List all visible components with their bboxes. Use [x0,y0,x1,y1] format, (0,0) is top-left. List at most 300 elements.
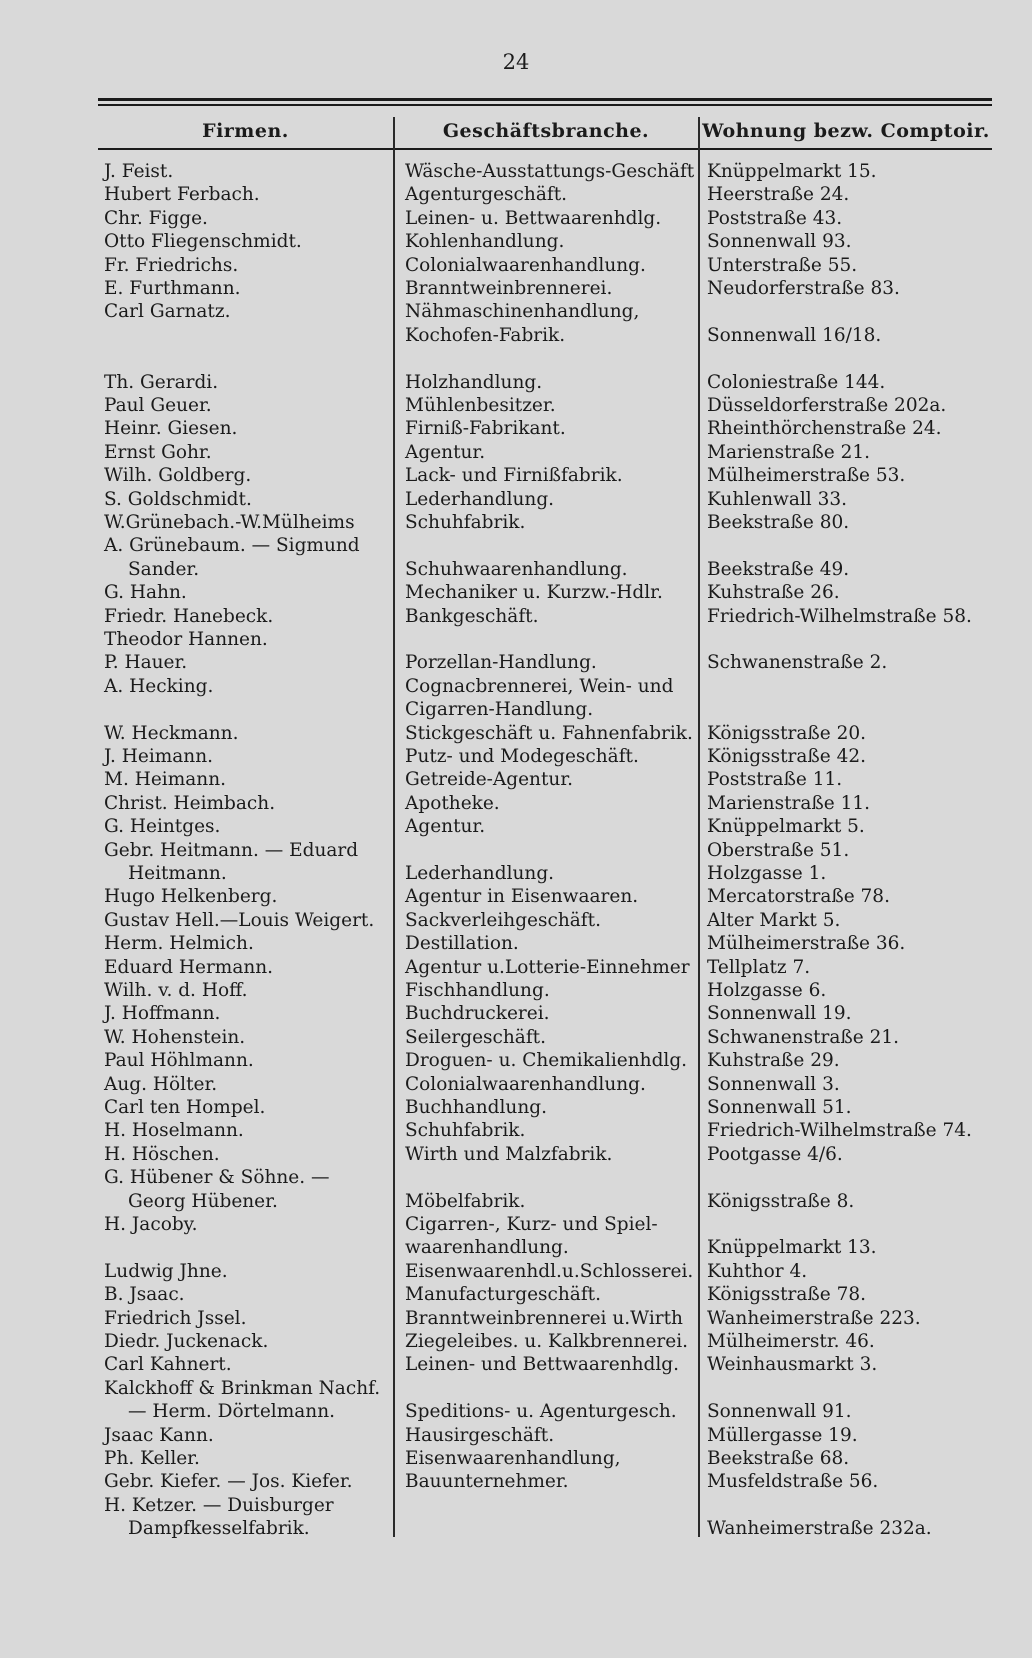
firm-name-line: H. Jacoby. [104,1214,198,1235]
address [707,909,992,932]
address-line: Poststraße 43. [707,207,843,229]
firm-name [104,1049,390,1072]
business-branch-line: Agentur. [405,816,486,838]
business-branch [405,1002,695,1025]
firm-name-line: Ph. Keller. [104,1448,200,1469]
business-branch [405,441,695,464]
business-branch-line: Ziegeleibes. u. Kalkbrennerei. [405,1331,688,1352]
directory-entry [0,1447,1032,1470]
business-branch-line: Eisenwaarenhdl.u.Schlosserei. [405,1260,694,1282]
address-line: Holzgasse 1. [707,862,827,884]
directory-entry [0,1073,1032,1096]
business-branch-line: Kohlenhandlung. [405,231,565,253]
directory-entry [0,371,1032,394]
address [707,932,992,955]
directory-entry [0,1166,1032,1213]
address-line: Königsstraße 20. [707,722,867,744]
firm-name-line: Herm. Helmich. [104,933,254,955]
directory-entry [0,745,1032,768]
business-branch [405,628,695,651]
firm-name-line: Carl Garnatz. [104,301,231,323]
directory-entry [0,534,1032,581]
business-branch [405,675,695,722]
firm-name-line: Paul Geuer. [104,395,212,416]
firm-name-line: Wilh. Goldberg. [104,465,252,487]
firm-name-line: — Herm. Dörtelmann. [128,1401,336,1423]
directory-entry [0,605,1032,628]
firm-name [104,488,390,511]
directory-entry [0,1049,1032,1072]
address [707,1330,992,1353]
address [707,1283,992,1306]
address [707,792,992,815]
address-line: Alter Markt 5. [707,909,841,931]
address-line: Königsstraße 8. [707,1190,855,1212]
directory-entry [0,1424,1032,1447]
firm-name-line: Theodor Hannen. [104,629,268,650]
address [707,1494,992,1541]
address-line: Sonnenwall 93. [707,231,852,253]
business-branch [405,277,695,300]
firm-name [104,371,390,394]
address-line: Weinhausmarkt 3. [707,1354,878,1376]
firm-name-line: Otto Fliegenschmidt. [104,231,302,253]
firm-name-line: Friedrich Jssel. [104,1307,247,1329]
directory-entry [0,160,1032,183]
business-branch-line: Buchdruckerei. [405,1003,550,1025]
address [707,1307,992,1330]
business-branch-line: Branntweinbrennerei u.Wirth [405,1307,683,1329]
address-line: Holzgasse 6. [707,980,827,1001]
directory-entry [0,207,1032,230]
firm-name [104,1447,390,1470]
firm-name [104,300,390,323]
business-branch-line: Hausirgeschäft. [405,1424,555,1446]
address-line: Coloniestraße 144. [707,371,886,393]
business-branch [405,183,695,206]
directory-entry [0,277,1032,300]
directory-entry [0,1470,1032,1493]
firm-name [104,605,390,628]
directory-entry [0,932,1032,955]
directory-entry [0,722,1032,745]
business-branch-line: Manufacturgeschäft. [405,1284,601,1306]
firm-name [104,441,390,464]
firm-name-line: E. Furthmann. [104,278,241,299]
directory-entry [0,1143,1032,1166]
address-line: Sonnenwall 3. [707,1073,840,1095]
business-branch-line: Schuhfabrik. [405,1120,526,1142]
business-branch [405,792,695,815]
directory-entry [0,230,1032,253]
firm-name-line: P. Hauer. [104,652,188,674]
business-branch [405,1119,695,1142]
business-branch [405,651,695,674]
address-line: Friedrich-Wilhelmstraße 58. [707,605,972,627]
address-line: Sonnenwall 19. [707,1003,852,1025]
address-line: Wanheimerstraße 223. [707,1307,921,1329]
business-branch-line: Agenturgeschäft. [405,184,568,206]
business-branch-line: Möbelfabrik. [405,1190,526,1212]
address [707,745,992,768]
address-line: Oberstraße 51. [707,839,850,861]
top-rule-thin [98,104,992,106]
business-branch-line: Nähmaschinenhandlung, [405,301,640,323]
business-branch [405,417,695,440]
address-line: Heerstraße 24. [707,184,850,206]
address [707,651,992,674]
firm-name-line: G. Hübener & Söhne. — [104,1167,330,1189]
firm-name [104,628,390,651]
business-branch [405,909,695,932]
directory-entry [0,1353,1032,1376]
business-branch [405,1143,695,1166]
firm-name-line: Gustav Hell.—Louis Weigert. [104,909,375,931]
firm-name [104,581,390,604]
firm-name [104,230,390,253]
directory-entry [0,1026,1032,1049]
address-line: Rheinthörchenstraße 24. [707,418,942,440]
address-line: Knüppelmarkt 15. [707,161,877,182]
address-line: Knüppelmarkt 5. [707,816,865,838]
business-branch-line: Lack- und Firnißfabrik. [405,465,623,487]
business-branch-line: Agentur in Eisenwaaren. [405,886,639,908]
business-branch-line: Wäsche-Ausstattungs-Geschäft [405,161,695,182]
address-line: Poststraße 11. [707,769,843,791]
firm-name [104,1307,390,1330]
business-branch [405,1307,695,1330]
address-line: Kuhthor 4. [707,1260,808,1282]
directory-entry [0,1096,1032,1119]
business-branch [405,722,695,745]
address-line: Königsstraße 42. [707,746,867,767]
firm-name [104,277,390,300]
business-branch [405,1049,695,1072]
header-firms: Firmen. [202,120,289,142]
firm-name-line: J. Heimann. [104,746,214,767]
firm-name-line: Hugo Helkenberg. [104,886,278,908]
business-branch [405,956,695,979]
business-branch [405,1026,695,1049]
directory-entry [0,417,1032,440]
firm-name [104,885,390,908]
firm-name [104,956,390,979]
firm-name [104,768,390,791]
firm-name-line: G. Hahn. [104,582,187,604]
business-branch-line [405,1494,695,1517]
address [707,1026,992,1049]
business-branch-line: Schuhfabrik. [405,512,526,533]
business-branch-line: Stickgeschäft u. Fahnenfabrik. [405,722,693,744]
directory-entry [0,815,1032,838]
business-branch [405,932,695,955]
business-branch-line: Lederhandlung. [405,488,555,510]
business-branch-line: Mühlenbesitzer. [405,395,556,416]
firm-name-line: Heinr. Giesen. [104,418,238,440]
business-branch-line: Apotheke. [405,792,500,814]
address [707,464,992,487]
address [707,1377,992,1424]
address-line [707,534,992,557]
directory-entry [0,1307,1032,1330]
firm-name [104,207,390,230]
business-branch [405,768,695,791]
business-branch-line: Destillation. [405,933,519,955]
address-line: Beekstraße 80. [707,512,850,533]
firm-name [104,394,390,417]
address-line [707,300,992,323]
firm-name-line: W. Hohenstein. [104,1026,246,1048]
firm-name [104,1166,390,1213]
business-branch [405,1096,695,1119]
business-branch-line [405,628,695,651]
business-branch [405,1377,695,1424]
address [707,605,992,628]
address-line: Unterstraße 55. [707,254,858,276]
business-branch-line: Cigarren-, Kurz- und Spiel- [405,1214,658,1235]
address [707,254,992,277]
business-branch-line: Speditions- u. Agenturgesch. [405,1401,677,1423]
directory-entry [0,1213,1032,1260]
firm-name-line: H. Ketzer. — Duisburger [104,1494,334,1516]
top-rule [98,98,992,101]
directory-entry [0,581,1032,604]
firm-name-line: Diedr. Juckenack. [104,1331,269,1352]
address [707,277,992,300]
directory-entry [0,1330,1032,1353]
header-address: Wohnung bezw. Comptoir. [702,120,990,142]
address [707,979,992,1002]
header-branch: Geschäftsbranche. [442,120,650,142]
business-branch-line [405,1377,695,1400]
address [707,1119,992,1142]
business-branch [405,1424,695,1447]
firm-name-line: Jsaac Kann. [104,1424,214,1446]
firm-name [104,417,390,440]
business-branch-line: Colonialwaarenhandlung. [405,1073,646,1095]
address-line: Mülheimerstr. 46. [707,1331,875,1352]
address-line: Beekstraße 49. [707,558,850,580]
address [707,1002,992,1025]
address-line: Kuhstraße 26. [707,582,840,604]
business-branch [405,1166,695,1213]
business-branch [405,839,695,886]
address [707,160,992,183]
firm-name [104,1119,390,1142]
firm-name-line: H. Höschen. [104,1143,220,1165]
firm-name [104,1143,390,1166]
directory-entry [0,488,1032,511]
firm-name-line: Gebr. Heitmann. — Eduard [104,839,359,861]
business-branch [405,371,695,394]
firm-name [104,651,390,674]
address-line: Sonnenwall 51. [707,1097,852,1118]
business-branch-line: Leinen- u. Bettwaarenhdlg. [405,207,662,229]
business-branch [405,534,695,581]
address-line: Musfeldstraße 56. [707,1471,879,1493]
directory-entry [0,651,1032,674]
business-branch-line: Colonialwaarenhandlung. [405,254,646,276]
address-line: Kuhlenwall 33. [707,488,848,510]
header-rule [98,148,992,150]
firm-name [104,254,390,277]
firm-name-line: Sander. [128,558,200,580]
address-line [707,1166,992,1189]
address [707,1049,992,1072]
address-line [707,1213,992,1236]
business-branch [405,207,695,230]
address-line: Kuhstraße 29. [707,1050,840,1072]
business-branch [405,254,695,277]
firm-name-line: J. Feist. [104,161,174,182]
firm-name [104,1424,390,1447]
business-branch-line [405,1166,695,1189]
firm-name [104,722,390,745]
business-branch-line: Agentur u.Lotterie-Einnehmer [405,956,690,978]
firm-name [104,1377,390,1424]
firm-name-line: Georg Hübener. [128,1190,278,1212]
business-branch [405,1494,695,1541]
address-line: Sonnenwall 16/18. [707,324,882,346]
firm-name-line: Carl Kahnert. [104,1354,232,1376]
business-branch [405,1330,695,1353]
directory-entry [0,1002,1032,1025]
address-line: Müllergasse 19. [707,1424,858,1446]
address [707,1096,992,1119]
business-branch-line: Kochofen-Fabrik. [405,324,566,346]
firm-name [104,1096,390,1119]
firm-name [104,1213,390,1236]
firm-name-line: Ludwig Jhne. [104,1260,228,1282]
business-branch [405,1260,695,1283]
address-line [707,1377,992,1400]
address [707,1353,992,1376]
directory-entry [0,183,1032,206]
address [707,1424,992,1447]
address [707,371,992,394]
address [707,815,992,838]
directory-entry [0,979,1032,1002]
firm-name-line: W. Heckmann. [104,722,239,744]
directory-entry [0,885,1032,908]
business-branch-line: Buchhandlung. [405,1097,547,1118]
business-branch [405,394,695,417]
directory-entry [0,511,1032,534]
firm-name-line: A. Hecking. [104,675,214,697]
address [707,1213,992,1260]
firm-name-line: Aug. Hölter. [104,1073,218,1095]
directory-entry [0,464,1032,487]
business-branch-line: Putz- und Modegeschäft. [405,746,639,767]
business-branch-line: Leinen- und Bettwaarenhdlg. [405,1354,680,1376]
firm-name [104,1494,390,1541]
business-branch-line [405,1517,695,1540]
firm-name [104,511,390,534]
address-line: Königsstraße 78. [707,1284,867,1306]
directory-entry [0,441,1032,464]
business-branch-line: Schuhwaarenhandlung. [405,558,628,580]
directory-entry [0,1494,1032,1541]
firm-name-line: Gebr. Kiefer. — Jos. Kiefer. [104,1471,353,1493]
firm-name-line: Carl ten Hompel. [104,1097,266,1118]
address-line: Mülheimerstraße 36. [707,933,906,955]
business-branch-line: Lederhandlung. [405,862,555,884]
firm-name [104,745,390,768]
address [707,675,992,722]
address [707,417,992,440]
address [707,628,992,651]
firm-name-line: Kalckhoff & Brinkman Nachf. [104,1377,381,1399]
address-line: Neudorferstraße 83. [707,278,900,299]
business-branch [405,464,695,487]
business-branch-line: Bauunternehmer. [405,1471,569,1493]
business-branch-line: Sackverleihgeschäft. [405,909,601,931]
firm-name [104,1283,390,1306]
business-branch-line: waarenhandlung. [405,1237,569,1259]
business-branch-line: Wirth und Malzfabrik. [405,1143,613,1165]
business-branch-line: Mechaniker u. Kurzw.-Hdlr. [405,582,663,604]
address [707,581,992,604]
directory-entry [0,909,1032,932]
firm-name-line: W.Grünebach.-W.Mülheims [104,512,355,533]
firm-name [104,932,390,955]
firm-name [104,534,390,581]
firm-name [104,979,390,1002]
firm-name-line: Fr. Friedrichs. [104,254,239,276]
address-line [707,698,992,721]
firm-name-line: A. Grünebaum. — Sigmund [104,535,360,557]
business-branch [405,1470,695,1493]
directory-entry [0,628,1032,651]
directory-entry [0,839,1032,886]
address [707,207,992,230]
address [707,1073,992,1096]
address [707,956,992,979]
business-branch-line: Bankgeschäft. [405,605,539,627]
address [707,394,992,417]
address [707,1470,992,1493]
address [707,1447,992,1470]
business-branch-line: Porzellan-Handlung. [405,652,597,674]
business-branch [405,511,695,534]
firm-name [104,1002,390,1025]
address-line: Knüppelmarkt 13. [707,1237,877,1259]
firm-name [104,815,390,838]
address-line: Mercatorstraße 78. [707,886,890,908]
address [707,441,992,464]
firm-name-line: J. Hoffmann. [104,1003,221,1025]
business-branch-line: Holzhandlung. [405,371,543,393]
business-branch-line [405,839,695,862]
business-branch [405,488,695,511]
business-branch [405,815,695,838]
business-branch [405,160,695,183]
address [707,839,992,886]
address-line: Schwanenstraße 2. [707,652,888,674]
business-branch-line: Seilergeschäft. [405,1026,546,1048]
address [707,885,992,908]
business-branch-line [405,534,695,557]
address [707,768,992,791]
address-line: Mülheimerstraße 53. [707,465,906,487]
business-branch [405,605,695,628]
firm-name [104,792,390,815]
directory-entry [0,394,1032,417]
firm-name [104,1026,390,1049]
firm-name-line: Eduard Hermann. [104,956,274,978]
business-branch-line: Branntweinbrennerei. [405,278,613,299]
directory-entry [0,1283,1032,1306]
